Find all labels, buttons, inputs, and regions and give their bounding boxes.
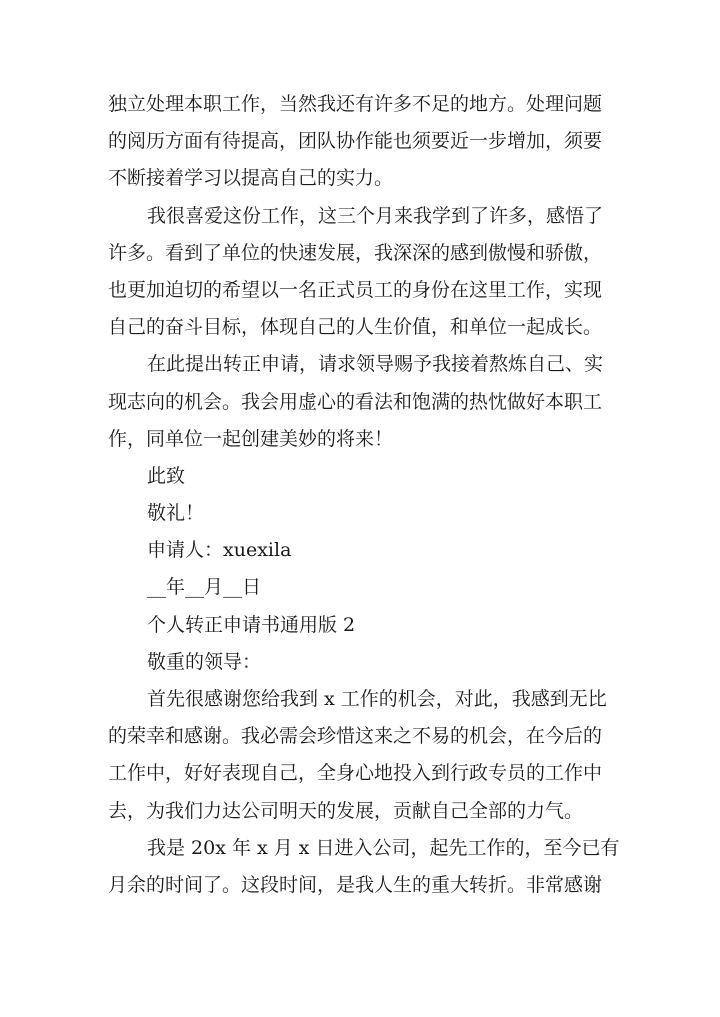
text-line: 首先很感谢您给我到 x 工作的机会，对此，我感到无比 — [147, 688, 607, 710]
text-line: __年__月__日 — [147, 576, 262, 599]
text-line: 许多。看到了单位的快速发展，我深深的感到傲慢和骄傲， — [108, 241, 603, 264]
text-line: 此致 — [147, 464, 186, 487]
text-line: 不断接着学习以提高自己的实力。 — [108, 167, 394, 190]
text-line: 作，同单位一起创建美妙的将来！ — [108, 427, 394, 450]
text-line: 在此提出转正申请，请求领导赐予我接着熬炼自己、实 — [147, 353, 604, 376]
text-line: 工作中，好好表现自己，全身心地投入到行政专员的工作中 — [108, 762, 603, 785]
document-body — [108, 86, 620, 904]
text-line: 敬礼！ — [147, 502, 205, 525]
text-line: 我是 20x 年 x 月 x 日进入公司，起先工作的，至今已有 — [147, 836, 620, 859]
text-line: 个人转正申请书通用版 2 — [147, 613, 356, 636]
text-line: 我很喜爱这份工作，这三个月来我学到了许多，感悟了 — [147, 204, 604, 227]
text-line: 敬重的领导： — [147, 650, 262, 673]
text-line: 申请人：xuexila — [147, 539, 292, 562]
text-line: 去，为我们力达公司明天的发展，贡献自己全部的力气。 — [108, 799, 584, 822]
text-line: 自己的奋斗目标，体现自己的人生价值，和单位一起成长。 — [108, 316, 603, 339]
text-line: 的荣幸和感谢。我必需会珍惜这来之不易的机会，在今后的 — [108, 725, 603, 748]
text-line: 也更加迫切的希望以一名正式员工的身份在这里工作，实现 — [108, 278, 603, 301]
text-line: 的阅历方面有待提高，团队协作能也须要近一步增加，须要 — [108, 130, 603, 153]
text-line: 现志向的机会。我会用虚心的看法和饱满的热忱做好本职工 — [108, 390, 603, 413]
text-line: 月余的时间了。这段时间，是我人生的重大转折。非常感谢 — [108, 873, 603, 896]
text-line: 独立处理本职工作，当然我还有许多不足的地方。处理问题 — [108, 93, 603, 115]
